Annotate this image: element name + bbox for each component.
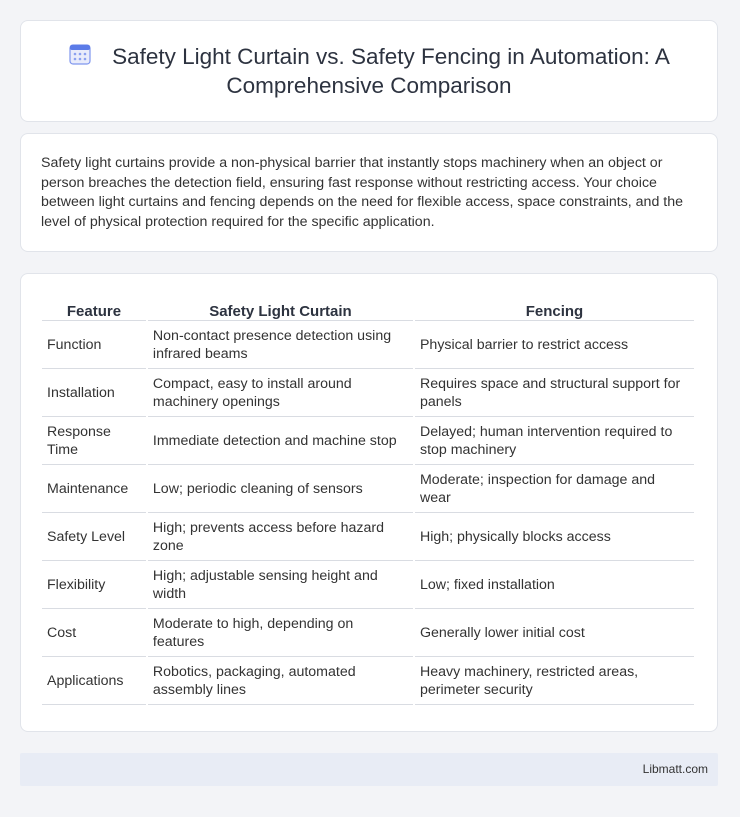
cell-light-curtain: High; adjustable sensing height and width [148,563,413,609]
comparison-table [40,294,696,707]
cell-feature: Maintenance [42,467,146,513]
table-row [42,659,694,705]
page-title: Safety Light Curtain vs. Safety Fencing in Automation: A Comprehensive Comparison [112,44,670,98]
footer [20,753,718,786]
comparison-card [20,273,718,732]
header-light-curtain: Safety Light Curtain [148,296,413,321]
cell-light-curtain: High; prevents access before hazard zone [148,515,413,561]
cell-fencing: Moderate; inspection for damage and wear [415,467,694,513]
table-row [42,419,694,465]
cell-fencing: Generally lower initial cost [415,611,694,657]
cell-fencing: Low; fixed installation [415,563,694,609]
calendar-grid-icon [68,42,92,66]
header-feature: Feature [42,296,146,321]
cell-light-curtain: Compact, easy to install around machinery openings [148,371,413,417]
cell-fencing: High; physically blocks access [415,515,694,561]
cell-fencing: Requires space and structural support for panels [415,371,694,417]
cell-light-curtain: Low; periodic cleaning of sensors [148,467,413,513]
header-card [20,20,718,122]
cell-feature: Installation [42,371,146,417]
table-row [42,323,694,369]
cell-light-curtain: Robotics, packaging, automated assembly lines [148,659,413,705]
cell-fencing: Heavy machinery, restricted areas, perimeter security [415,659,694,705]
cell-light-curtain: Moderate to high, depending on features [148,611,413,657]
intro-text: Safety light curtains provide a non-physical barrier that instantly stops machinery when an object or person breaches the detection field, ensuring fast response without restricting access. Your choice between light curtains and fencing depends on the need for flexible access, space constraints, and the level of physical protection required for the specific application. [41,155,684,230]
cell-feature: Flexibility [42,563,146,609]
table-row [42,467,694,513]
cell-light-curtain: Non-contact presence detection using infrared beams [148,323,413,369]
cell-feature: Cost [42,611,146,657]
cell-light-curtain: Immediate detection and machine stop [148,419,413,465]
cell-feature: Function [42,323,146,369]
cell-feature: Response Time [42,419,146,465]
intro-card [20,133,718,252]
page-title-wrap [45,42,693,100]
cell-feature: Safety Level [42,515,146,561]
table-row [42,515,694,561]
footer-site-link[interactable]: Libmatt.com [642,762,708,776]
table-row [42,563,694,609]
cell-feature: Applications [42,659,146,705]
table-header-row [42,296,694,321]
header-fencing: Fencing [415,296,694,321]
cell-fencing: Physical barrier to restrict access [415,323,694,369]
table-row [42,611,694,657]
table-row [42,371,694,417]
cell-fencing: Delayed; human intervention required to stop machinery [415,419,694,465]
